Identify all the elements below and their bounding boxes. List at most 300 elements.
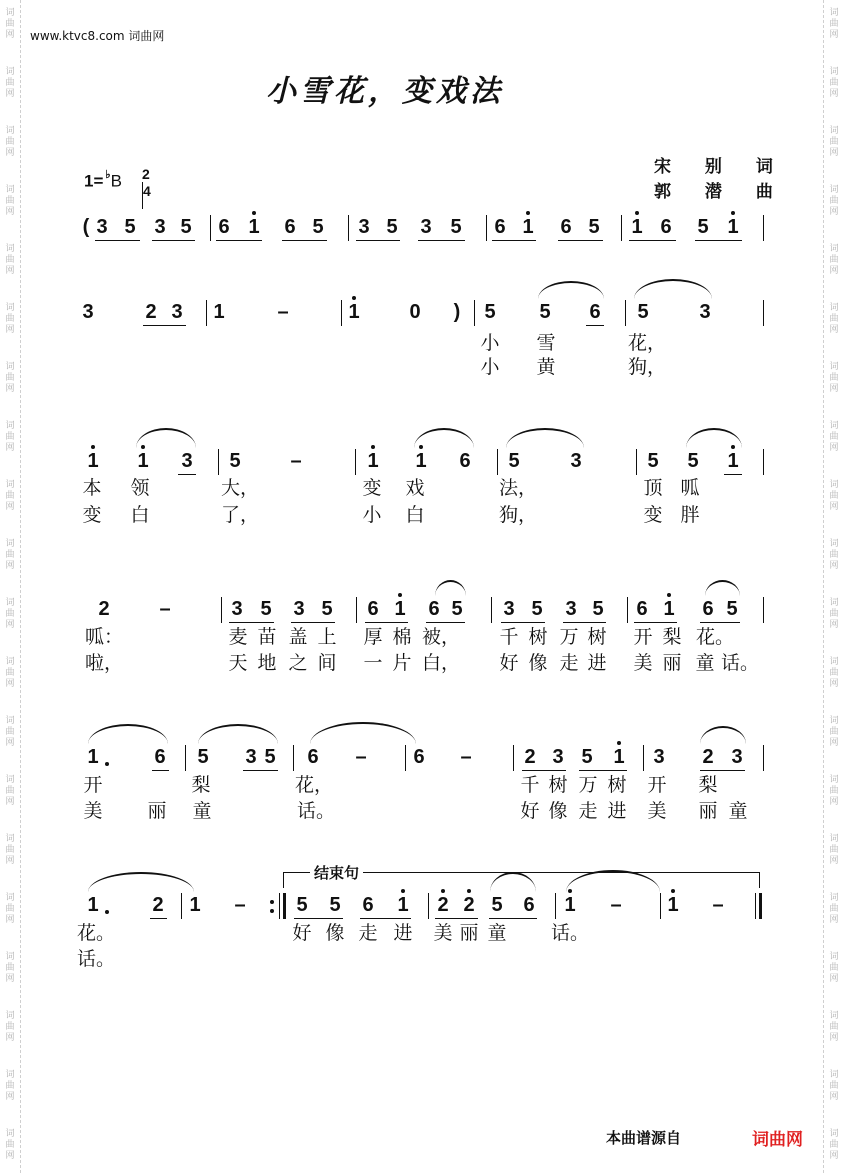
- watermark-text: 词 曲 网: [5, 126, 15, 158]
- bar-line: [428, 893, 429, 919]
- lyric-syllable: 童: [695, 652, 715, 674]
- note: –: [610, 894, 622, 916]
- bar-line: [763, 597, 764, 623]
- lyric-syllable: 花，: [627, 332, 667, 354]
- footer-source: 本曲谱源自: [606, 1129, 682, 1147]
- lyric-syllable: 像: [548, 800, 568, 822]
- lyric-syllable: 啦，: [84, 652, 124, 674]
- lyric-syllable: 领: [130, 477, 150, 499]
- watermark-text: 词 曲 网: [829, 8, 839, 40]
- lyric-syllable: 大，: [220, 477, 260, 499]
- note: 6: [428, 598, 440, 620]
- bar-line: [210, 215, 211, 241]
- note: 1: [87, 894, 99, 916]
- lyric-syllable: 丽: [147, 800, 167, 822]
- watermark-text: 词 曲 网: [5, 657, 15, 689]
- lyric-syllable: 美: [83, 800, 103, 822]
- octave-dot: [667, 593, 671, 597]
- bar-line: [660, 893, 661, 919]
- note: 3: [181, 450, 193, 472]
- watermark-text: 词 曲 网: [5, 834, 15, 866]
- note: (: [82, 216, 90, 238]
- lyric-syllable: 美: [633, 652, 653, 674]
- lyric-syllable: 树: [528, 626, 548, 648]
- octave-dot: [91, 445, 95, 449]
- key-letter: B: [110, 171, 122, 191]
- octave-dot: [467, 889, 471, 893]
- final-bar-thick: [759, 893, 762, 919]
- beam-line: [558, 240, 603, 241]
- bar-line: [763, 300, 764, 326]
- note: 1: [248, 216, 260, 238]
- watermark-text: 词 曲 网: [829, 244, 839, 276]
- slur: [538, 281, 604, 299]
- lyric-syllable: 天: [228, 652, 248, 674]
- watermark-text: 词 曲 网: [829, 421, 839, 453]
- lyric-syllable: 花。: [695, 626, 735, 648]
- lyric-syllable: 开: [83, 774, 103, 796]
- note: –: [159, 598, 171, 620]
- note: 3: [231, 598, 243, 620]
- lyric-syllable: 顶: [643, 477, 663, 499]
- note: 5: [260, 598, 272, 620]
- watermark-text: 词 曲 网: [5, 716, 15, 748]
- note: 6: [218, 216, 230, 238]
- slur: [705, 580, 740, 596]
- slur: [686, 428, 742, 448]
- note: 1: [667, 894, 679, 916]
- note: 5: [321, 598, 333, 620]
- lyric-syllable: 法，: [498, 477, 538, 499]
- note: 5: [508, 450, 520, 472]
- time-numerator: 2: [142, 166, 150, 182]
- note: 1: [415, 450, 427, 472]
- note: 6: [367, 598, 379, 620]
- lyric-syllable: 上: [317, 626, 337, 648]
- lyric-syllable: 万: [559, 626, 579, 648]
- bar-line: [643, 745, 644, 771]
- lyric-syllable: 千: [499, 626, 519, 648]
- lyric-syllable: 话。: [76, 948, 116, 970]
- note: 6: [494, 216, 506, 238]
- watermark-text: 词 曲 网: [829, 834, 839, 866]
- watermark-text: 词 曲 网: [5, 303, 15, 335]
- note: 1: [564, 894, 576, 916]
- note: 2: [437, 894, 449, 916]
- lyric-syllable: 进: [587, 652, 607, 674]
- flat-symbol: ♭: [105, 169, 111, 181]
- watermark-text: 词 曲 网: [5, 1129, 15, 1161]
- bar-line: [221, 597, 222, 623]
- slur: [136, 428, 196, 448]
- note: 5: [386, 216, 398, 238]
- note: 1: [663, 598, 675, 620]
- lyric-syllable: 苗: [257, 626, 277, 648]
- watermark-text: 词 曲 网: [829, 1129, 839, 1161]
- octave-dot: [352, 296, 356, 300]
- watermark-text: 词 曲 网: [5, 8, 15, 40]
- lyric-syllable: 走: [358, 922, 378, 944]
- bar-line: [763, 745, 764, 771]
- volta-left-tick: [283, 872, 284, 888]
- note: 3: [420, 216, 432, 238]
- note: 1: [397, 894, 409, 916]
- note: 6: [523, 894, 535, 916]
- lyric-syllable: 开: [647, 774, 667, 796]
- lyric-syllable: 进: [607, 800, 627, 822]
- note: 2: [524, 746, 536, 768]
- lyric-syllable: 童: [487, 922, 507, 944]
- note: –: [277, 301, 289, 323]
- lyric-syllable: 美: [647, 800, 667, 822]
- lyric-syllable: 树: [548, 774, 568, 796]
- watermark-text: 词 曲 网: [829, 126, 839, 158]
- watermark-text: 词 曲 网: [829, 893, 839, 925]
- bar-line: [513, 745, 514, 771]
- note: 5: [726, 598, 738, 620]
- beam-line: [95, 240, 140, 241]
- lyric-syllable: 话。: [550, 922, 590, 944]
- watermark-text: 词 曲 网: [829, 716, 839, 748]
- beam-line: [492, 240, 536, 241]
- note: 0: [409, 301, 421, 323]
- note: 5: [124, 216, 136, 238]
- note: 1: [87, 450, 99, 472]
- left-watermark-strip: [0, 0, 21, 1173]
- octave-dot: [398, 593, 402, 597]
- note: 1: [727, 216, 739, 238]
- slur: [506, 428, 584, 448]
- note: 1: [348, 301, 360, 323]
- octave-dot: [671, 889, 675, 893]
- bar-line: [486, 215, 487, 241]
- note: 5: [687, 450, 699, 472]
- beam-line: [152, 770, 169, 771]
- note: –: [290, 450, 302, 472]
- lyric-syllable: 丽: [698, 800, 718, 822]
- beam-line: [724, 474, 742, 475]
- note: 5: [197, 746, 209, 768]
- note: 5: [484, 301, 496, 323]
- note: 3: [245, 746, 257, 768]
- watermark-text: 词 曲 网: [5, 893, 15, 925]
- note: 1: [137, 450, 149, 472]
- beam-line: [143, 325, 186, 326]
- note: 1: [727, 450, 739, 472]
- lyric-syllable: 之: [288, 652, 308, 674]
- bar-line: [181, 893, 182, 919]
- note: 2: [98, 598, 110, 620]
- note: 3: [96, 216, 108, 238]
- lyric-syllable: 丽: [459, 922, 479, 944]
- note: 5: [647, 450, 659, 472]
- composer-credit: 郭 潜 曲: [654, 182, 787, 202]
- slur: [566, 870, 660, 892]
- watermark-text: 词 曲 网: [829, 539, 839, 571]
- lyric-syllable: 万: [578, 774, 598, 796]
- note: 5: [264, 746, 276, 768]
- lyric-syllable: 树: [587, 626, 607, 648]
- note: 3: [154, 216, 166, 238]
- lyric-syllable: 好: [292, 922, 312, 944]
- lyric-syllable: 千: [520, 774, 540, 796]
- time-signature: [142, 166, 151, 199]
- octave-dot: [371, 445, 375, 449]
- lyric-syllable: 梨: [191, 774, 211, 796]
- lyric-syllable: 狗，: [627, 356, 667, 378]
- bar-line: [185, 745, 186, 771]
- lyric-syllable: 童: [192, 800, 212, 822]
- lyric-syllable: 美: [433, 922, 453, 944]
- watermark-text: 词 曲 网: [5, 952, 15, 984]
- note: 1: [613, 746, 625, 768]
- bar-line: [636, 449, 637, 475]
- lyric-syllable: 梨: [662, 626, 682, 648]
- augmentation-dot: [105, 910, 109, 914]
- note: 6: [702, 598, 714, 620]
- note: 2: [702, 746, 714, 768]
- lyric-syllable: 走: [559, 652, 579, 674]
- watermark-text: 词 曲 网: [5, 244, 15, 276]
- note: 6: [589, 301, 601, 323]
- note: 3: [503, 598, 515, 620]
- octave-dot: [441, 889, 445, 893]
- watermark-text: 词 曲 网: [5, 1070, 15, 1102]
- lyric-syllable: 丽: [662, 652, 682, 674]
- note: 5: [697, 216, 709, 238]
- note: 6: [413, 746, 425, 768]
- bar-line: [555, 893, 556, 919]
- watermark-text: 词 曲 网: [829, 67, 839, 99]
- note: –: [712, 894, 724, 916]
- note: 3: [358, 216, 370, 238]
- volta-label: 结束句: [310, 862, 363, 883]
- note: 6: [660, 216, 672, 238]
- final-bar-thin: [755, 893, 756, 919]
- watermark-text: 词 曲 网: [5, 775, 15, 807]
- lyric-syllable: 棉: [392, 626, 412, 648]
- note: 1: [189, 894, 201, 916]
- lyric-syllable: 话。: [296, 800, 336, 822]
- note: 1: [631, 216, 643, 238]
- bar-line: [474, 300, 475, 326]
- octave-dot: [635, 211, 639, 215]
- note: 5: [588, 216, 600, 238]
- lyricist-credit: 宋 别 词: [654, 157, 787, 177]
- lyric-syllable: 童: [728, 800, 748, 822]
- watermark-text: 词 曲 网: [829, 1070, 839, 1102]
- watermark-text: 词 曲 网: [829, 1011, 839, 1043]
- watermark-text: 词 曲 网: [829, 303, 839, 335]
- beam-line: [695, 240, 742, 241]
- lyric-syllable: 麦: [228, 626, 248, 648]
- lyric-syllable: 花，: [294, 774, 334, 796]
- key-signature: [84, 170, 122, 192]
- bar-line: [355, 449, 356, 475]
- bar-line: [405, 745, 406, 771]
- lyric-syllable: 戏: [405, 477, 425, 499]
- note: ): [453, 301, 461, 323]
- lyric-syllable: 厚: [363, 626, 383, 648]
- lyric-syllable: 变: [362, 477, 382, 499]
- beam-line: [178, 474, 196, 475]
- lyric-syllable: 走: [578, 800, 598, 822]
- watermark-text: 词 曲 网: [5, 539, 15, 571]
- watermark-text: 词 曲 网: [5, 1011, 15, 1043]
- note: 3: [653, 746, 665, 768]
- site-url[interactable]: www.ktvc8.com 词曲网: [30, 29, 165, 43]
- note: 6: [362, 894, 374, 916]
- watermark-text: 词 曲 网: [829, 952, 839, 984]
- note: 6: [284, 216, 296, 238]
- note: 5: [312, 216, 324, 238]
- lyric-syllable: 树: [607, 774, 627, 796]
- note: 3: [699, 301, 711, 323]
- note: –: [355, 746, 367, 768]
- watermark-text: 词 曲 网: [5, 185, 15, 217]
- note: 3: [570, 450, 582, 472]
- note: 5: [491, 894, 503, 916]
- lyric-syllable: 小: [480, 356, 500, 378]
- lyric-syllable: 梨: [698, 774, 718, 796]
- note: 6: [636, 598, 648, 620]
- bar-line: [348, 215, 349, 241]
- lyric-syllable: 被，: [421, 626, 461, 648]
- octave-dot: [526, 211, 530, 215]
- lyric-syllable: 黄: [536, 356, 556, 378]
- slur: [88, 872, 194, 892]
- lyric-syllable: 盖: [288, 626, 308, 648]
- lyric-syllable: 狗，: [498, 504, 538, 526]
- lyric-syllable: 片: [392, 652, 412, 674]
- octave-dot: [252, 211, 256, 215]
- slur: [310, 722, 416, 744]
- note: 2: [145, 301, 157, 323]
- watermark-text: 词 曲 网: [5, 362, 15, 394]
- bar-line: [356, 597, 357, 623]
- volta-right-tick: [759, 872, 760, 888]
- note: 2: [463, 894, 475, 916]
- lyric-syllable: 一: [363, 652, 383, 674]
- slur: [490, 872, 536, 892]
- note: 1: [522, 216, 534, 238]
- lyric-syllable: 进: [393, 922, 413, 944]
- watermark-text: 词 曲 网: [829, 362, 839, 394]
- lyric-syllable: 好: [520, 800, 540, 822]
- beam-line: [356, 240, 400, 241]
- note: 3: [565, 598, 577, 620]
- note: 1: [213, 301, 225, 323]
- bar-line: [625, 300, 626, 326]
- note: 5: [451, 598, 463, 620]
- beam-line: [282, 240, 327, 241]
- note: 5: [581, 746, 593, 768]
- watermark-text: 词 曲 网: [829, 657, 839, 689]
- key-prefix: 1=: [84, 171, 104, 191]
- bar-line: [497, 449, 498, 475]
- bar-line: [491, 597, 492, 623]
- repeat-bar: [279, 893, 280, 919]
- lyric-syllable: 话。: [720, 652, 760, 674]
- watermark-text: 词 曲 网: [5, 598, 15, 630]
- note: 5: [531, 598, 543, 620]
- note: 3: [552, 746, 564, 768]
- lyric-syllable: 间: [317, 652, 337, 674]
- octave-dot: [401, 889, 405, 893]
- note: 1: [87, 746, 99, 768]
- note: 1: [367, 450, 379, 472]
- lyric-syllable: 白，: [421, 652, 461, 674]
- watermark-text: 词 曲 网: [5, 67, 15, 99]
- bar-line: [627, 597, 628, 623]
- repeat-dot: [270, 909, 274, 913]
- watermark-text: 词 曲 网: [5, 480, 15, 512]
- repeat-thick-bar: [283, 893, 286, 919]
- note: 5: [229, 450, 241, 472]
- note: 3: [731, 746, 743, 768]
- watermark-text: 词 曲 网: [829, 185, 839, 217]
- beam-line: [152, 240, 195, 241]
- bar-line: [218, 449, 219, 475]
- watermark-text: 词 曲 网: [829, 775, 839, 807]
- note: 6: [307, 746, 319, 768]
- beam-line: [216, 240, 262, 241]
- note: 6: [154, 746, 166, 768]
- note: 3: [293, 598, 305, 620]
- bar-line: [206, 300, 207, 326]
- note: 5: [296, 894, 308, 916]
- note: 5: [592, 598, 604, 620]
- note: 5: [180, 216, 192, 238]
- slur: [88, 724, 168, 744]
- lyric-syllable: 小: [362, 504, 382, 526]
- beam-line: [418, 240, 465, 241]
- bar-line: [293, 745, 294, 771]
- beam-line: [586, 325, 604, 326]
- lyric-syllable: 白: [405, 504, 425, 526]
- slur: [198, 724, 278, 744]
- lyric-syllable: 像: [325, 922, 345, 944]
- note: 6: [560, 216, 572, 238]
- lyric-syllable: 白: [130, 504, 150, 526]
- octave-dot: [731, 211, 735, 215]
- slur: [700, 726, 746, 744]
- lyric-syllable: 变: [643, 504, 663, 526]
- beam-line: [243, 770, 278, 771]
- bar-line: [763, 215, 764, 241]
- beam-line: [629, 240, 676, 241]
- lyric-syllable: 变: [82, 504, 102, 526]
- slur: [435, 580, 466, 596]
- octave-dot: [617, 741, 621, 745]
- lyric-syllable: 小: [480, 332, 500, 354]
- beam-line: [150, 918, 167, 919]
- lyric-syllable: 雪: [536, 332, 556, 354]
- note: 1: [394, 598, 406, 620]
- lyric-syllable: 花。: [76, 922, 116, 944]
- watermark-text: 词 曲 网: [829, 480, 839, 512]
- note: 5: [329, 894, 341, 916]
- note: 3: [82, 301, 94, 323]
- note: 2: [152, 894, 164, 916]
- lyric-syllable: 呱: [680, 477, 700, 499]
- note: 6: [459, 450, 471, 472]
- note: –: [234, 894, 246, 916]
- repeat-dot: [270, 900, 274, 904]
- note: 5: [450, 216, 462, 238]
- note: 5: [539, 301, 551, 323]
- footer-logo[interactable]: 词曲网: [752, 1130, 803, 1150]
